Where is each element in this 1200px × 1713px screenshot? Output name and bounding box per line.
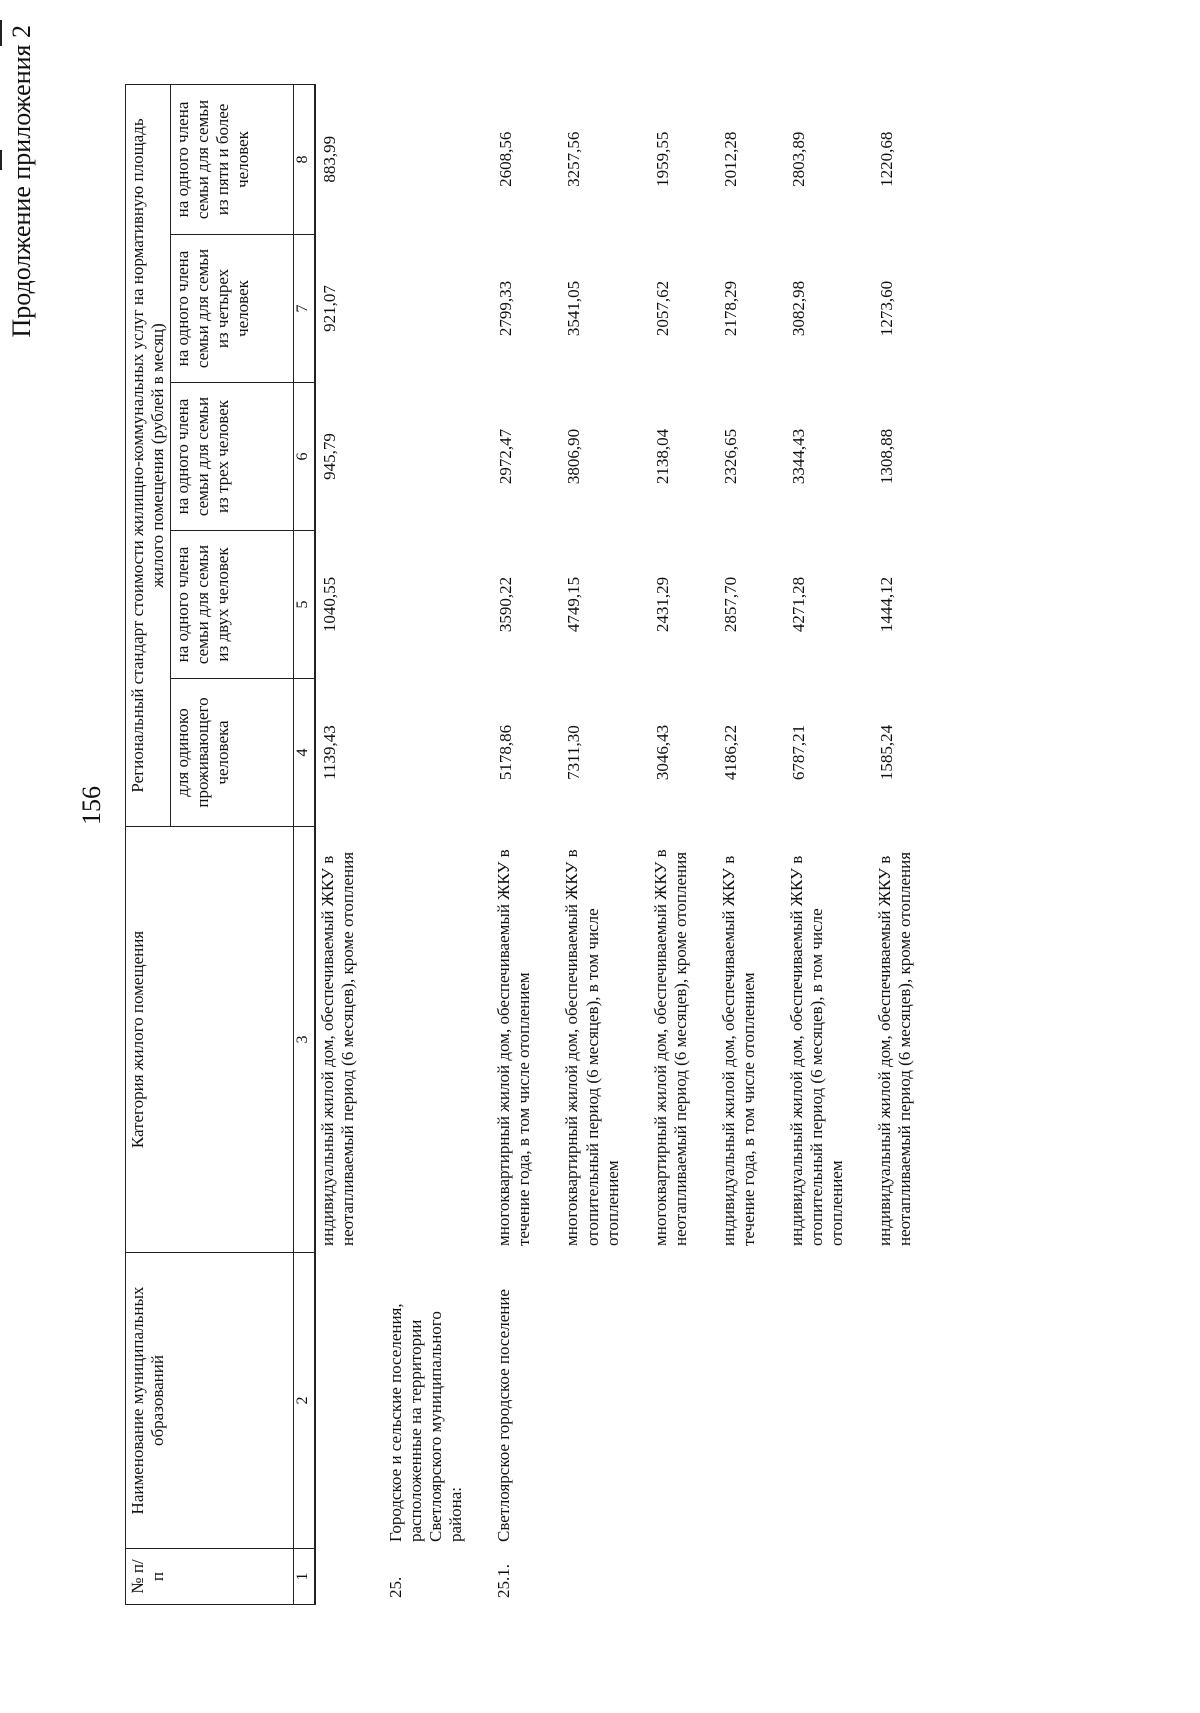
row-num (785, 1549, 873, 1605)
column-number: 5 (294, 531, 316, 679)
row-name (873, 1253, 941, 1549)
header-standard-group: Региональный стандарт стоимости жилищно-коммунальных услуг на нормативную площадь жилого помещения (рублей в месяц) (126, 84, 171, 826)
row-category: многоквартирный жилой дом, обеспечиваемый ЖКУ в отопительный период (6 месяцев), в том числе отоплением (562, 849, 622, 1246)
row-name: Городское и сельские поселения, расположенные на территории Светлоярского муниципального района: (386, 1303, 466, 1542)
value-col8: 1220,68 (876, 131, 896, 187)
row-name (315, 1253, 384, 1549)
row-name (717, 1253, 785, 1549)
table-row (560, 84, 648, 1604)
row-num (873, 1549, 941, 1605)
table-row (785, 84, 873, 1604)
value-col6: 2326,65 (720, 428, 740, 485)
table-row (717, 84, 785, 1604)
table-row (649, 84, 717, 1604)
row-category: индивидуальный жилой дом, обеспечиваемый ЖКУ в неотапливаемый период (6 месяцев), кроме отопления (315, 827, 384, 1253)
value-col5: 1444,12 (876, 576, 896, 633)
value-col7: 3541,05 (564, 280, 584, 337)
value-col6: 945,79 (315, 383, 384, 531)
header-col7: на одного члена семьи для семьи из четырех человек (171, 235, 294, 383)
value-col7: 2178,29 (720, 280, 740, 337)
row-category: индивидуальный жилой дом, обеспечиваемый ЖКУ в течение года, в том числе отоплением (718, 855, 758, 1246)
value-col5: 2857,70 (720, 576, 740, 633)
value-col5: 4749,15 (564, 576, 584, 633)
header-name: Наименование муниципальных образований (126, 1253, 294, 1549)
value-col8: 2803,89 (788, 131, 808, 187)
header-num: № п/п (126, 1549, 294, 1605)
column-number: 1 (294, 1549, 316, 1605)
value-col7: 3082,98 (788, 280, 808, 337)
row-num: 25.1. (494, 1564, 514, 1598)
row-name (649, 1253, 717, 1549)
value-col8: 1959,55 (652, 131, 672, 187)
table-row (873, 84, 941, 1604)
value-col4 (384, 679, 492, 827)
scan-edge-mark (0, 20, 2, 46)
column-number: 4 (294, 679, 316, 827)
row-category: многоквартирный жилой дом, обеспечиваемый ЖКУ в течение года, в том числе отоплением (494, 849, 534, 1246)
value-col4: 1139,43 (315, 679, 384, 827)
tariff-table (125, 84, 941, 1605)
value-col6: 3344,43 (788, 428, 808, 485)
rotated-page (7, 25, 1195, 1605)
row-category: индивидуальный жилой дом, обеспечиваемый ЖКУ в отопительный период (6 месяцев), в том числе отоплением (786, 855, 846, 1246)
header-col4: для одиноко проживающего человека (171, 679, 294, 827)
value-col7 (384, 235, 492, 383)
header-col8: на одного члена семьи для семьи из пяти и более человек (171, 84, 294, 234)
row-name (560, 1253, 648, 1549)
row-num (717, 1549, 785, 1605)
value-col5: 3590,22 (496, 576, 516, 633)
scan-edge-mark (0, 150, 2, 170)
row-num (560, 1549, 648, 1605)
value-col8: 883,99 (315, 84, 384, 234)
header-col6: на одного члена семьи для семьи из трех человек (171, 383, 294, 531)
page-number: 156 (77, 786, 106, 825)
value-col4: 3046,43 (652, 724, 672, 781)
row-name (785, 1253, 873, 1549)
row-category: индивидуальный жилой дом, обеспечиваемый ЖКУ в неотапливаемый период (6 месяцев), кроме отопления (874, 851, 914, 1246)
value-col4: 4186,22 (720, 724, 740, 781)
value-col5: 2431,29 (652, 576, 672, 633)
row-category (384, 827, 492, 1253)
value-col4: 1585,24 (876, 724, 896, 781)
value-col6 (384, 383, 492, 531)
value-col6: 2138,04 (652, 428, 672, 485)
value-col6: 3806,90 (564, 428, 584, 485)
value-col6: 2972,47 (496, 428, 516, 485)
value-col5 (384, 531, 492, 679)
column-number: 8 (294, 84, 316, 234)
column-number: 6 (294, 383, 316, 531)
value-col8 (384, 84, 492, 234)
header-col5: на одного члена семьи для семьи из двух человек (171, 531, 294, 679)
value-col8: 3257,56 (564, 131, 584, 187)
row-num: 25. (386, 1576, 406, 1598)
column-number: 7 (294, 235, 316, 383)
continuation-title: Продолжение приложения 2 (7, 25, 36, 338)
header-category: Категория жилого помещения (126, 827, 294, 1253)
column-number: 2 (294, 1253, 316, 1549)
value-col4: 5178,86 (496, 724, 516, 781)
value-col6: 1308,88 (876, 428, 896, 485)
row-num (315, 1549, 384, 1605)
value-col4: 7311,30 (564, 725, 584, 780)
row-name: Светлоярское городское поселение (494, 1289, 514, 1542)
value-col7: 2799,33 (496, 280, 516, 337)
column-number: 3 (294, 827, 316, 1253)
value-col8: 2012,28 (720, 131, 740, 187)
value-col5: 1040,55 (315, 531, 384, 679)
value-col8: 2608,56 (496, 131, 516, 187)
value-col7: 921,07 (315, 235, 384, 383)
value-col4: 6787,21 (788, 724, 808, 781)
table-row (384, 84, 492, 1604)
value-col7: 2057,62 (652, 280, 672, 337)
table-row (315, 84, 384, 1604)
row-num (649, 1549, 717, 1605)
row-category: многоквартирный жилой дом, обеспечиваемый ЖКУ в неотапливаемый период (6 месяцев), кроме отопления (650, 849, 690, 1246)
table-row (492, 84, 560, 1604)
value-col5: 4271,28 (788, 576, 808, 633)
value-col7: 1273,60 (876, 280, 896, 337)
